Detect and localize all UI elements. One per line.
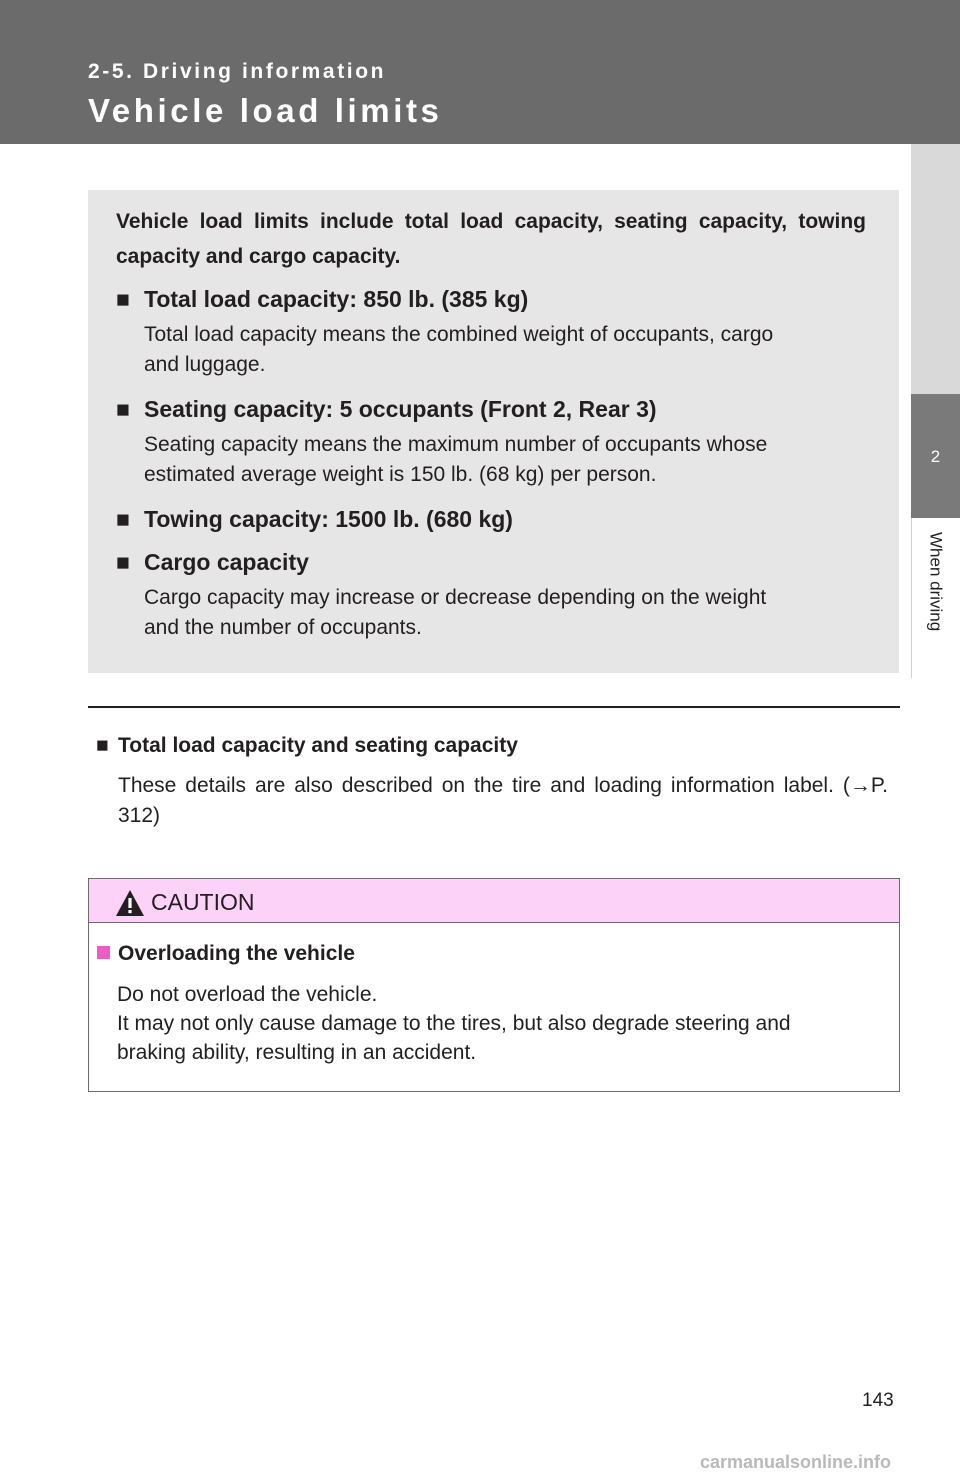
summary-item-body-line: Total load capacity means the combined weight of occupants, cargo (144, 323, 774, 346)
load-limits-summary-box (88, 190, 899, 673)
page-title: Vehicle load limits (88, 92, 443, 129)
summary-item-body-line: Seating capacity means the maximum number of occupants whose (144, 433, 768, 456)
caution-heading-text: Overloading the vehicle (118, 942, 355, 965)
summary-item-total-load (116, 284, 866, 380)
caution-text (117, 980, 895, 1067)
summary-item-heading: Cargo capacity (144, 549, 309, 575)
caution-line: Do not overload the vehicle. (117, 983, 378, 1006)
caution-box (88, 878, 900, 1092)
summary-item-body-line: Cargo capacity may increase or decrease depending on the weight (144, 586, 767, 609)
square-bullet-icon: ■ (116, 396, 130, 422)
chapter-side-tab (911, 0, 960, 1484)
summary-item-seating (116, 394, 866, 490)
square-bullet-icon: ■ (116, 506, 130, 532)
summary-item-body-line: and luggage. (144, 353, 266, 376)
chapter-number: 2 (930, 447, 941, 466)
square-bullet-icon: ■ (116, 549, 130, 575)
summary-item-heading: Seating capacity: 5 occupants (Front 2, Rear 3) (144, 396, 657, 422)
caution-line: braking ability, resulting in an accident. (117, 1041, 477, 1064)
summary-item-body-line: and the number of occupants. (144, 616, 422, 639)
page-header (0, 0, 960, 144)
note-heading-text: Total load capacity and seating capacity (118, 734, 518, 757)
caution-heading (97, 942, 355, 966)
section-label: 2-5. Driving information (88, 60, 387, 83)
summary-item-body-line: estimated average weight is 150 lb. (68 kg) per person. (144, 463, 657, 486)
summary-item-heading: Total load capacity: 850 lb. (385 kg) (144, 286, 529, 312)
pink-square-bullet-icon (97, 946, 110, 959)
warning-triangle-icon (115, 889, 145, 917)
square-bullet-icon: ■ (116, 286, 130, 312)
chapter-name: When driving (926, 532, 946, 632)
page-number: 143 (862, 1390, 894, 1411)
summary-item-heading: Towing capacity: 1500 lb. (680 kg) (144, 506, 513, 532)
square-bullet-icon: ■ (96, 734, 109, 757)
summary-item-towing (116, 504, 866, 534)
summary-item-cargo (116, 547, 866, 643)
caution-header (89, 879, 899, 923)
caution-line: It may not only cause damage to the tires, but also degrade steering and (117, 1012, 791, 1035)
note-heading (96, 734, 518, 758)
watermark: carmanualsonline.info (700, 1452, 892, 1472)
note-body: These details are also described on the tire and loading information label. (→P. 312) (118, 774, 888, 827)
summary-intro: Vehicle load limits include total load capacity, seating capacity, towing capacity and cargo capacity. (116, 210, 866, 268)
caution-label: CAUTION (151, 889, 255, 915)
section-divider (88, 706, 900, 708)
